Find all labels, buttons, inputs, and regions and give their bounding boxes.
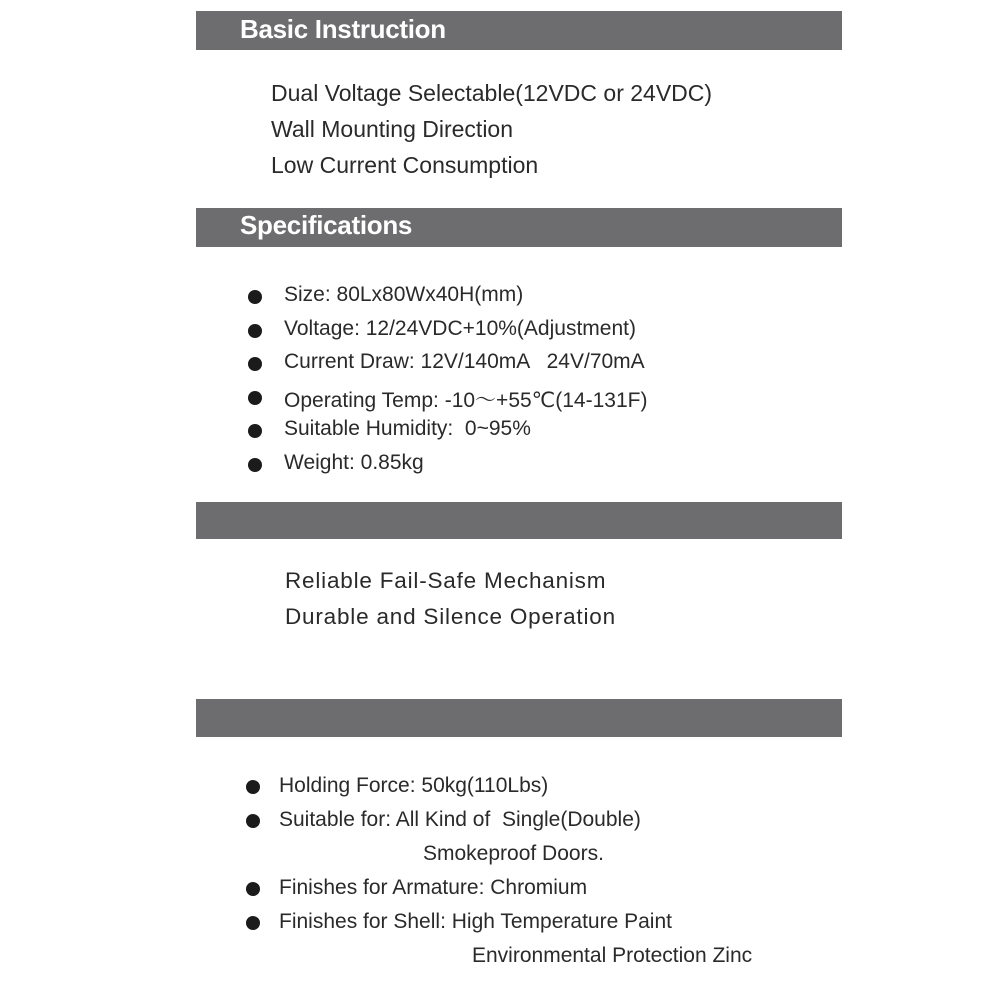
spec-text: Size: 80Lx80Wx40H(mm) [284,283,524,306]
basic-instruction-list [271,75,712,183]
bullet-icon [246,882,260,896]
spec-text: Operating Temp: -10～+55℃(14-131F) [284,388,648,412]
basic-line: Dual Voltage Selectable(12VDC or 24VDC) [271,80,713,106]
spec-text: Weight: 0.85kg [284,450,424,474]
detail-text: Finishes for Shell: High Temperature Paint [279,910,672,933]
feature-line: Reliable Fail-Safe Mechanism [285,568,607,593]
detail-continuation: Environmental Protection Zinc [472,944,753,967]
bullet-icon [248,391,262,405]
section-header-specs [196,208,842,247]
section-header-basic [196,11,842,50]
section-header-features [196,502,842,539]
detail-continuation: Smokeproof Doors. [423,842,604,865]
spec-text: Current Draw: 12V/140mA 24V/70mA [284,350,645,373]
bullet-icon [246,780,260,794]
bullet-icon [248,357,262,371]
detail-text: Finishes for Armature: Chromium [279,876,588,899]
bullet-icon [248,324,262,338]
section-title-basic: Basic Instruction [240,14,446,44]
detail-text: Suitable for: All Kind of Single(Double) [279,808,641,831]
bullet-icon [248,290,262,304]
section-header-details [196,699,842,737]
detail-text: Holding Force: 50kg(110Lbs) [279,774,549,797]
basic-line: Low Current Consumption [271,152,539,178]
features-list [285,563,616,635]
bullet-icon [246,814,260,828]
spec-text: Voltage: 12/24VDC+10%(Adjustment) [284,316,636,340]
bullet-icon [248,458,262,472]
bullet-icon [248,424,262,438]
bullet-icon [246,916,260,930]
basic-line: Wall Mounting Direction [271,116,514,142]
section-title-specs: Specifications [240,210,413,240]
spec-text: Suitable Humidity: 0~95% [284,417,531,440]
feature-line: Durable and Silence Operation [285,604,616,629]
